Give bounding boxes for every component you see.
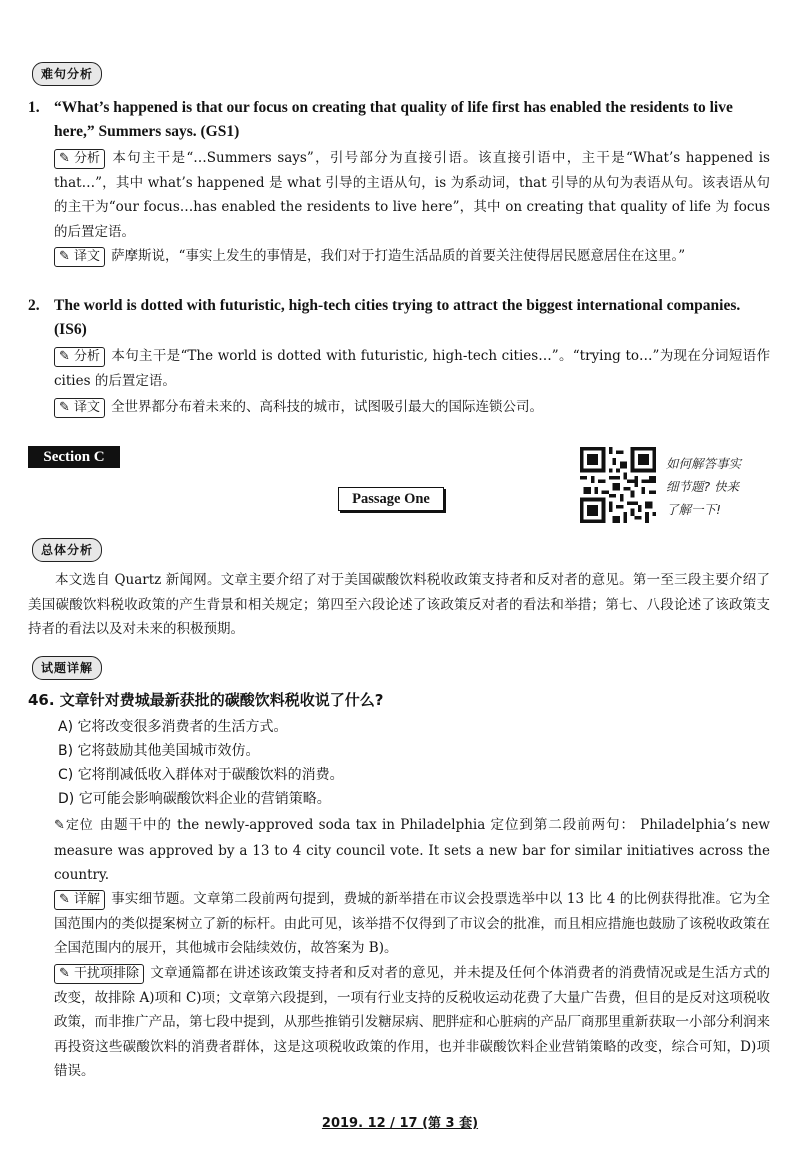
detail-block: ✎ 详解 事实细节题。文章第二段前两句提到，费城的新举措在市议会投票选举中以 13 比 4 的比例获得批准。它为全国范围内的类似提案树立了新的标杆。由此可见，该举措不仅得到了市议会的批准，而且相应措施也鼓励了该税收政策在全国范围内的展开，其他城市会陆续效仿，故答案为 B)。	[54, 891, 770, 956]
pencil-icon: ✎	[59, 349, 70, 364]
distractor-tag: ✎ 干扰项排除	[54, 964, 144, 984]
locate-quote: Philadelphia’s new measure was approved by a 13 to 4 city council vote. It sets a new bar for similar initiatives across the country.	[54, 817, 770, 883]
item-sentence: “What’s happened is that our focus on creating that quality of life first has enabled the residents to live here,” Summers says. (GS1)	[54, 99, 733, 140]
analysis-tag: ✎ 分析	[54, 347, 105, 367]
section-badge-detailed: 试题详解	[32, 656, 102, 680]
translation-tag: ✎ 译文	[54, 398, 105, 418]
section-badge-difficult-sentences: 难句分析	[32, 62, 102, 86]
translation-text: 全世界都分布着未来的、高科技的城市，试图吸引最大的国际连锁公司。	[111, 399, 544, 415]
translation-block-2	[54, 395, 770, 420]
pencil-icon: ✎	[59, 892, 70, 907]
option-a: A) 它将改变很多消费者的生活方式。	[58, 719, 288, 735]
sentence-item-1	[28, 96, 768, 144]
pencil-icon: ✎	[54, 818, 65, 833]
pencil-icon: ✎	[59, 249, 70, 264]
pencil-icon: ✎	[59, 400, 70, 415]
analysis-text: 本句主干是“The world is dotted with futuristic, high-tech cities…”。“trying to…”为现在分词短语作 cities 的后置定语。	[54, 348, 770, 389]
locate-tag: ✎定位	[54, 818, 94, 833]
section-label: Section C	[28, 446, 120, 468]
item-sentence: The world is dotted with futuristic, high-tech cities trying to attract the biggest international companies. (IS6)	[54, 297, 741, 338]
analysis-block-2	[54, 344, 770, 393]
translation-tag: ✎ 译文	[54, 247, 105, 267]
overall-analysis-text: 本文选自 Quartz 新闻网。文章主要介绍了对于美国碳酸饮料税收政策支持者和反对者的意见。第一至三段主要介绍了美国碳酸饮料税收政策的产生背景和相关规定；第四至六段论述了该政策反对者的看法和举措；第七、八段论述了该政策支持者的看法以及对未来的积极预期。	[28, 572, 770, 637]
locate-block: ✎定位 由题干中的 the newly-approved soda tax in Philadelphia 定位到第二段前两句： Philadelphia’s new measure was approved by a 13 to 4 city council vote. It sets a new bar for similar initiatives across the country.	[54, 817, 770, 883]
option-d: D) 它可能会影响碳酸饮料企业的营销策略。	[58, 791, 331, 807]
item-number: 1.	[28, 99, 40, 116]
item-number: 2.	[28, 297, 40, 314]
option-c: C) 它将削减低收入群体对于碳酸饮料的消费。	[58, 767, 344, 783]
analysis-text: 本句主干是“…Summers says”，引号部分为直接引语。该直接引语中，主干是“What’s happened is that…”，其中 what’s happened 是 what 引导的主语从句，is 为系动词，that 引导的从句为表语从句。该表语从句的主干为“our focus…has enabled the residents to live here”，其中 on creating that quality of life 为 focus 的后置定语。	[54, 150, 770, 240]
qr-code-icon[interactable]	[580, 447, 656, 523]
sentence-item-2	[28, 294, 768, 342]
translation-block-1	[54, 244, 770, 269]
section-badge-overall: 总体分析	[32, 538, 102, 562]
page-footer: 2019. 12 / 17 (第 3 套)	[321, 1116, 479, 1131]
analysis-block-1	[54, 146, 770, 244]
pencil-icon: ✎	[59, 966, 70, 981]
qr-caption: 如何解答事实 细节题? 快来 了解一下!	[666, 456, 742, 517]
distractor-block: ✎ 干扰项排除 文章通篇都在讲述该政策支持者和反对者的意见，并未提及任何个体消费者的消费情况或是生活方式的改变，故排除 A)项和 C)项；文章第六段提到，一项有行业支持的反税收运动花费了大量广告费，但目的是反对这项税收政策，而非推广产品，第七段中提到，从那些推销引发糖尿病、肥胖症和心脏病的产品厂商那里重新获取一小部分利润来再投资这些碳酸饮料的消费者群体，这是这项税收政策的作用，也并非碳酸饮料企业营销策略的改变，综合可知，D)项错误。	[54, 965, 770, 1079]
analysis-tag: ✎ 分析	[54, 149, 105, 169]
passage-label: Passage One	[338, 487, 444, 511]
detail-tag: ✎ 详解	[54, 890, 105, 910]
pencil-icon: ✎	[59, 151, 70, 166]
translation-text: 萨摩斯说，“事实上发生的事情是，我们对于打造生活品质的首要关注使得居民愿意居住在这里。”	[111, 248, 686, 264]
question-title: 46. 文章针对费城最新获批的碳酸饮料税收说了什么?	[28, 691, 384, 709]
option-b: B) 它将鼓励其他美国城市效仿。	[58, 743, 260, 759]
